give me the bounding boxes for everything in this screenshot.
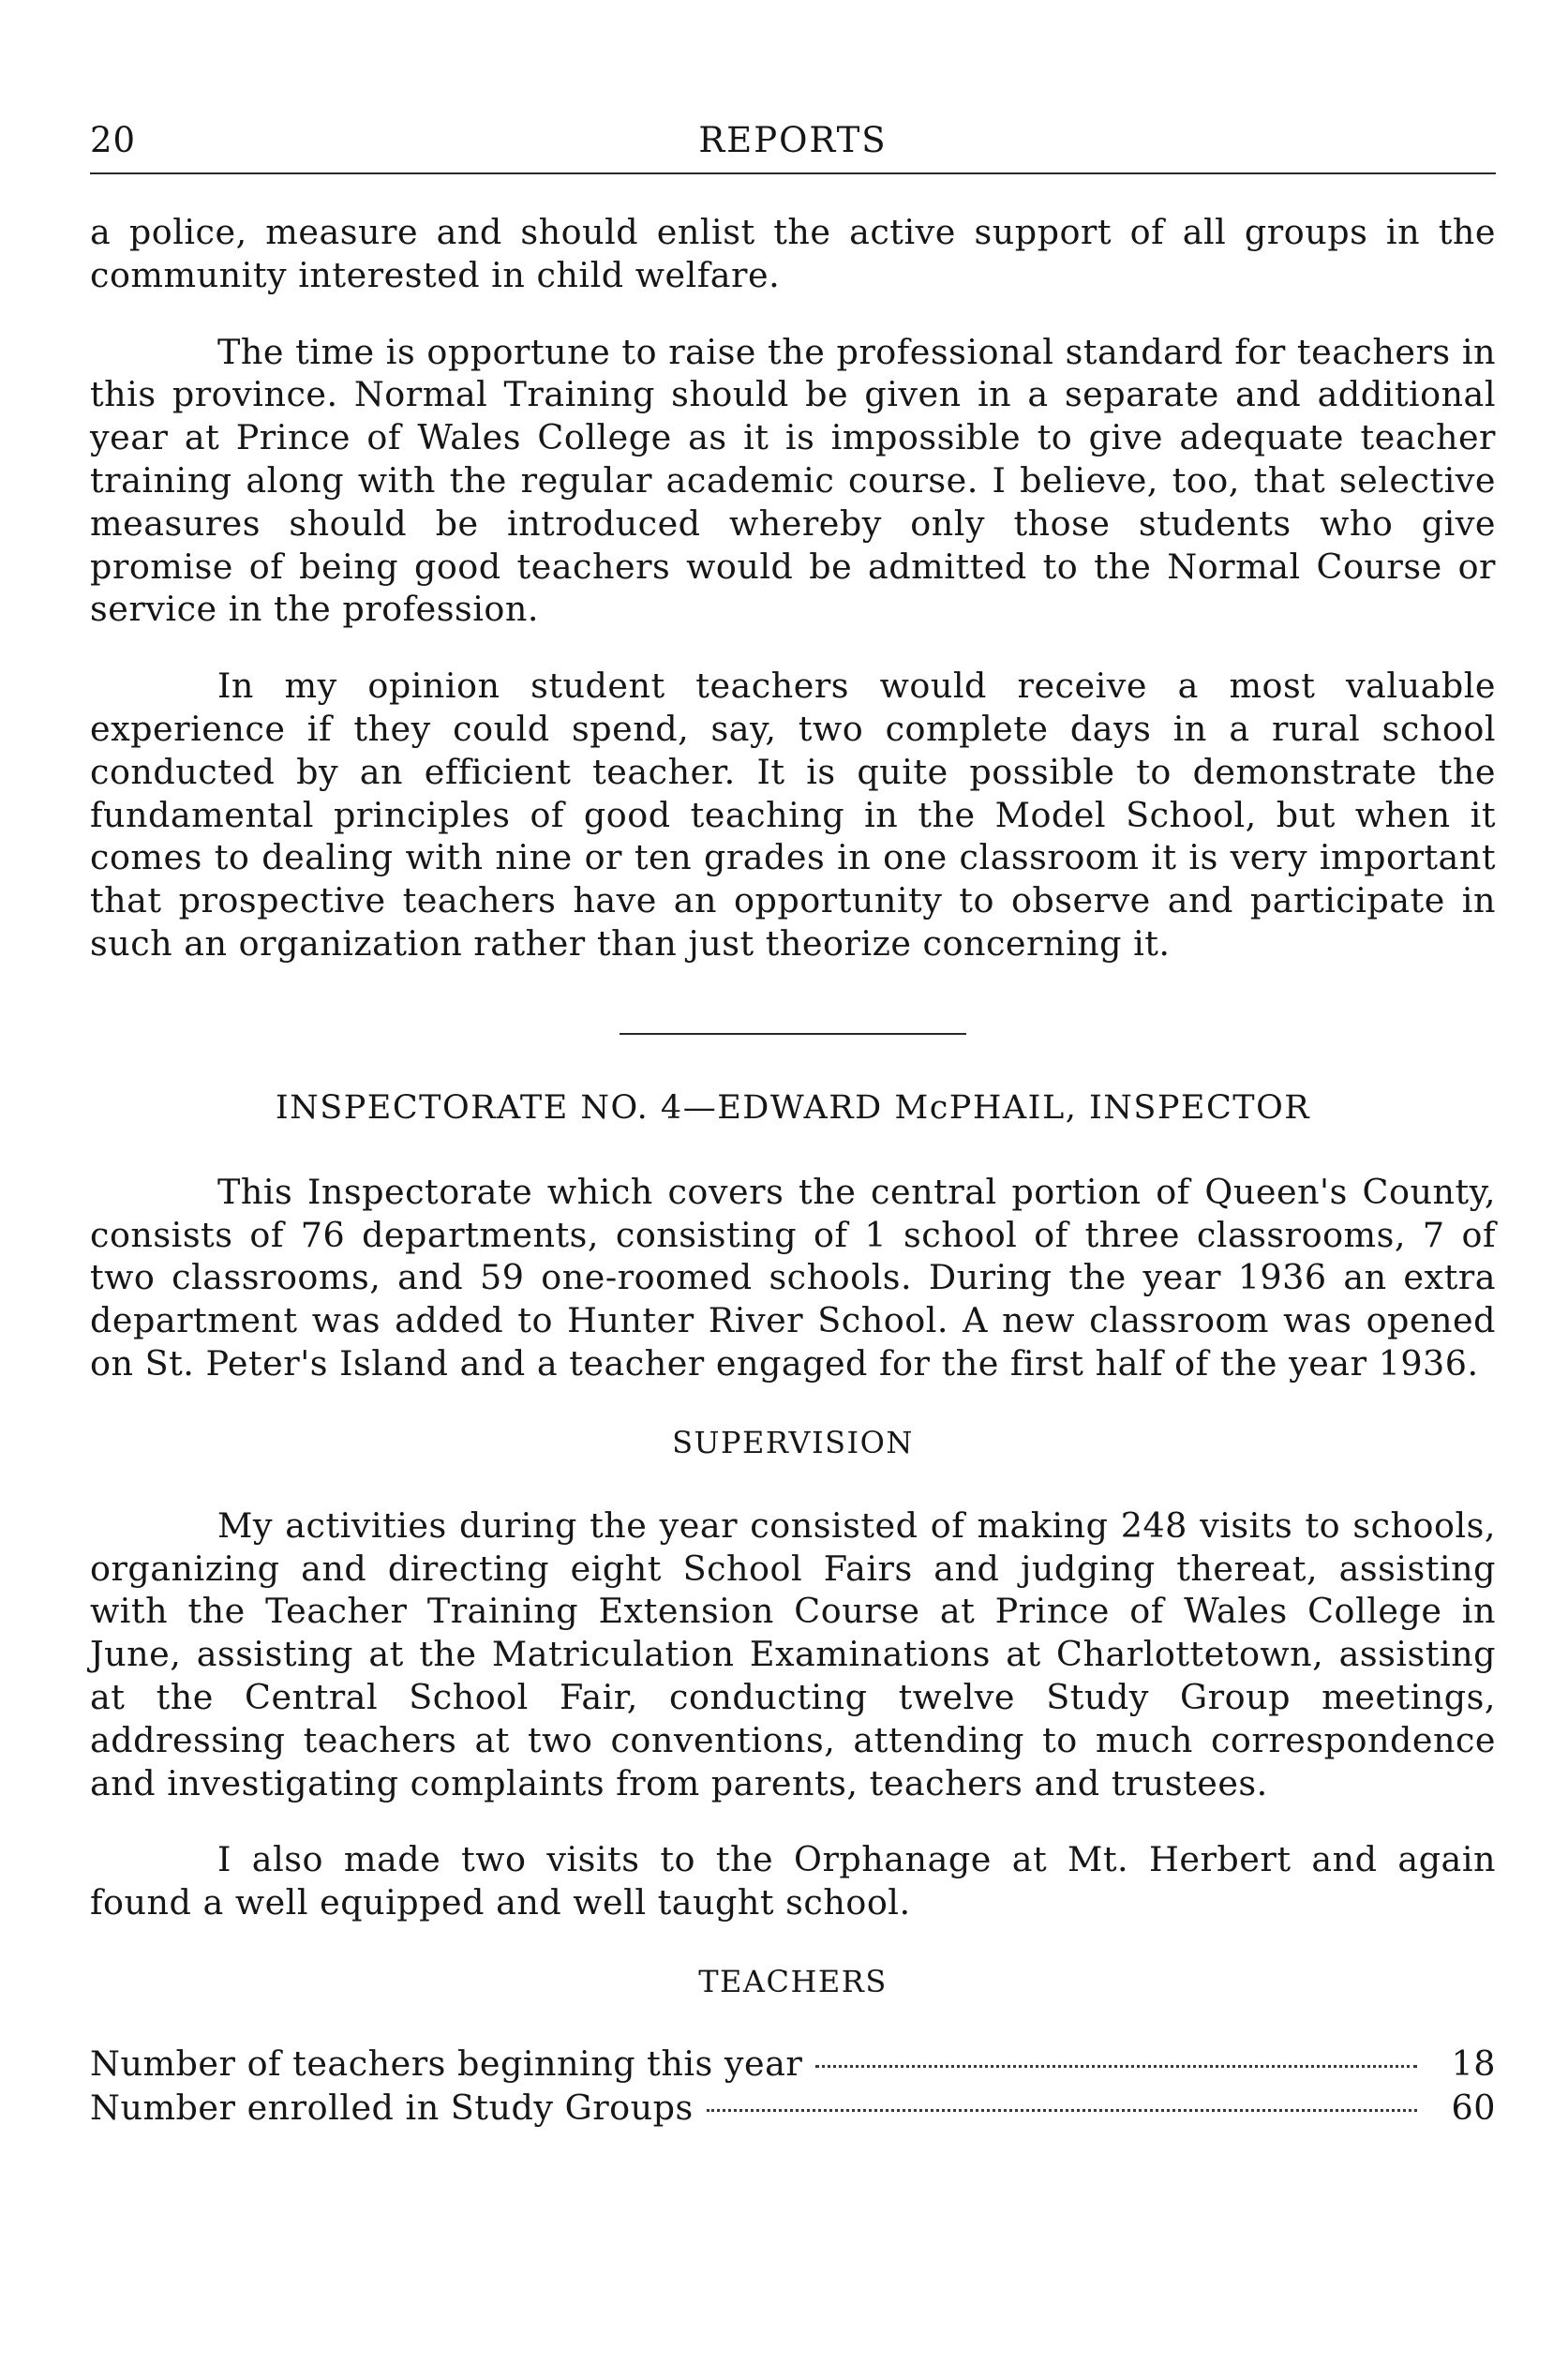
paragraph-activities: My activities during the year consisted of making 248 visits to schools, organizing and directing eight School Fairs and judging thereat, assisting with the Teacher Training Extension Course at Prince of Wales College in June, assisting at the Matriculation Examinations at Charlottetown, assisting at the Central School Fair, conducting twelve Study Group meetings, addressing teachers at two conventions, attending to much correspondence and investigating complaints from parents, teachers and trustees. [90,1504,1496,1803]
stat-label: Number of teachers beginning this year [90,2042,803,2084]
section-heading: INSPECTORATE NO. 4—EDWARD McPHAIL, INSPECTOR [275,1088,1311,1127]
stat-row [90,2086,1496,2130]
page-number: 20 [90,120,137,160]
dot-leader [815,2065,1417,2068]
stat-label: Number enrolled in Study Groups [90,2087,694,2128]
running-head [90,111,1496,172]
paragraph-student-teachers: In my opinion student teachers would receive a most valuable experience if they could spend, say, two complete days in a rural school conducted by an efficient teacher. It is quite possible to demonstrate the fundamental principles of good teaching in the Model School, but when it comes to dealing with nine or ten grades in one classroom it is very important that prospective teachers have an opportunity to observe and participate in such an organization rather than just theorize concerning it. [90,666,1496,964]
subheading-teachers: TEACHERS [698,1963,888,1999]
subheading-supervision: SUPERVISION [672,1424,914,1460]
header-rule [90,172,1496,174]
stat-value: 18 [1451,2042,1496,2084]
dot-leader [707,2109,1417,2112]
teacher-stats-list [90,2042,1496,2130]
stat-value: 60 [1451,2087,1496,2128]
paragraph-continued: a police, measure and should enlist the active support of all groups in the community interested in child welfare. [90,212,1496,295]
section-divider [620,1033,966,1035]
paragraph-inspectorate-intro: This Inspectorate which covers the central portion of Queen's County, consists of 76 departments, consisting of 1 school of three classrooms, 7 of two classrooms, and 59 one-roomed schools. During the year 1936 an extra department was added to Hunter River School. A new classroom was opened on St. Peter's Island and a teacher engaged for the first half of the year 1936. [90,1171,1496,1384]
report-page [90,111,1496,2130]
stat-row [90,2042,1496,2086]
running-title: REPORTS [698,120,888,160]
paragraph-orphanage: I also made two visits to the Orphanage at Mt. Herbert and again found a well equipped and well taught school. [90,1839,1496,1923]
paragraph-normal-training: The time is opportune to raise the professional standard for teachers in this province. Normal Training should be given in a separate and additional year at Prince of Wales College as it is impossible to give adequate teacher training along with the regular academic course. I believe, too, that selective measures should be introduced whereby only those students who give promise of being good teachers would be admitted to the Normal Course or service in the profession. [90,331,1496,630]
